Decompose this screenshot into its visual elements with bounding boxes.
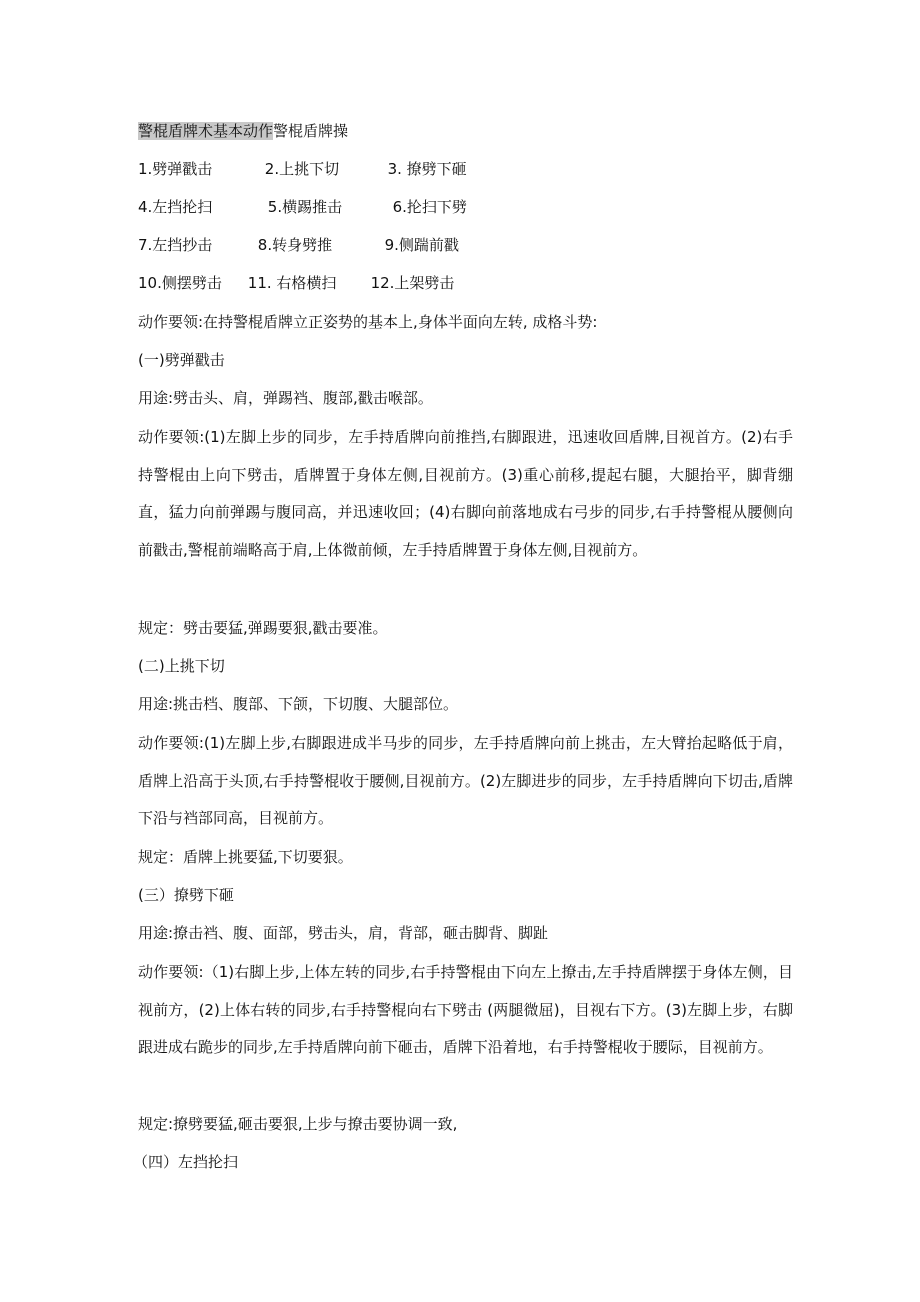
document-title [138, 121, 348, 141]
move-item: 4.左挡抡扫 [138, 198, 213, 216]
intro-text: 动作要领:在持警棍盾牌立正姿势的基本上,身体半面向左转, 成格斗势: [138, 313, 598, 331]
move-item: 2.上挑下切 [264, 160, 340, 178]
section-heading: (一)劈弹戳击 [138, 351, 225, 369]
moves-row [138, 273, 454, 293]
section-essentials: 动作要领:（1)右脚上步,上体左转的同步,右手持警棍由下向左上撩击,左手持盾牌摆于身体左侧，目视前方，(2)上体右转的同步,右手持警棍向右下劈击 (两腿微屈)，目视右下方。(3)左脚上步，右脚跟进成右跪步的同步,左手持盾牌向前下砸击，盾牌下沿着地，右手持警棍收于腰际，目视前方。 [138, 963, 793, 1056]
title-rest: 警棍盾牌操 [273, 122, 349, 140]
section-use: 用途:挑击档、腹部、下颌，下切腹、大腿部位。 [138, 695, 459, 713]
moves-row [138, 159, 467, 179]
section-heading: （四）左挡抡扫 [133, 1153, 239, 1171]
section-use: 用途:劈击头、肩，弹踢裆、腹部,戳击喉部。 [138, 389, 433, 407]
section-heading: (二)上挑下切 [138, 657, 225, 675]
move-item: 5.横踢推击 [267, 198, 343, 216]
section-essentials: 动作要领:(1)左脚上步的同步，左手持盾牌向前推挡,右脚跟进，迅速收回盾牌,目视首方。(2)右手持警棍由上向下劈击，盾牌置于身体左侧,目视前方。(3)重心前移,提起右腿，大腿抬平，脚背绷直，猛力向前弹踢与腹同高，并迅速收回；(4)右脚向前落地成右弓步的同步,右手持警棍从腰侧向前戳击,警棍前端略高于肩,上体微前倾，左手持盾牌置于身体左侧,目视前方。 [138, 428, 793, 559]
section-rule: 规定:撩劈要猛,砸击要狠,上步与撩击要协调一致, [138, 1115, 458, 1133]
move-item: 11. 右格横扫 [247, 274, 337, 292]
title-highlighted: 警棍盾牌术基本动作 [138, 122, 274, 140]
move-item: 9.侧踹前戳 [384, 236, 459, 254]
section-essentials: 动作要领:(1)左脚上步,右脚跟进成半马步的同步，左手持盾牌向前上挑击，左大臂抬起略低于肩，盾牌上沿高于头顶,右手持警棍收于腰侧,目视前方。(2)左脚进步的同步，左手持盾牌向下切击,盾牌下沿与裆部同高，目视前方。 [138, 734, 793, 827]
move-item: 7.左挡抄击 [138, 236, 213, 254]
move-item: 6.抡扫下劈 [392, 198, 467, 216]
moves-row [138, 197, 467, 217]
move-item: 10.侧摆劈击 [138, 274, 222, 292]
section-rule: 规定：劈击要猛,弹踢要狠,戳击要准。 [138, 619, 388, 637]
move-item: 1.劈弹戳击 [138, 160, 213, 178]
move-item: 8.转身劈推 [257, 236, 333, 254]
move-item: 12.上架劈击 [370, 274, 455, 292]
section-use: 用途:撩击裆、腹、面部，劈击头，肩，背部，砸击脚背、脚趾 [138, 924, 549, 942]
moves-row [138, 235, 459, 255]
move-item: 3. 撩劈下砸 [387, 160, 467, 178]
section-heading: (三）撩劈下砸 [138, 886, 234, 904]
section-rule: 规定：盾牌上挑要猛,下切要狠。 [138, 848, 353, 866]
